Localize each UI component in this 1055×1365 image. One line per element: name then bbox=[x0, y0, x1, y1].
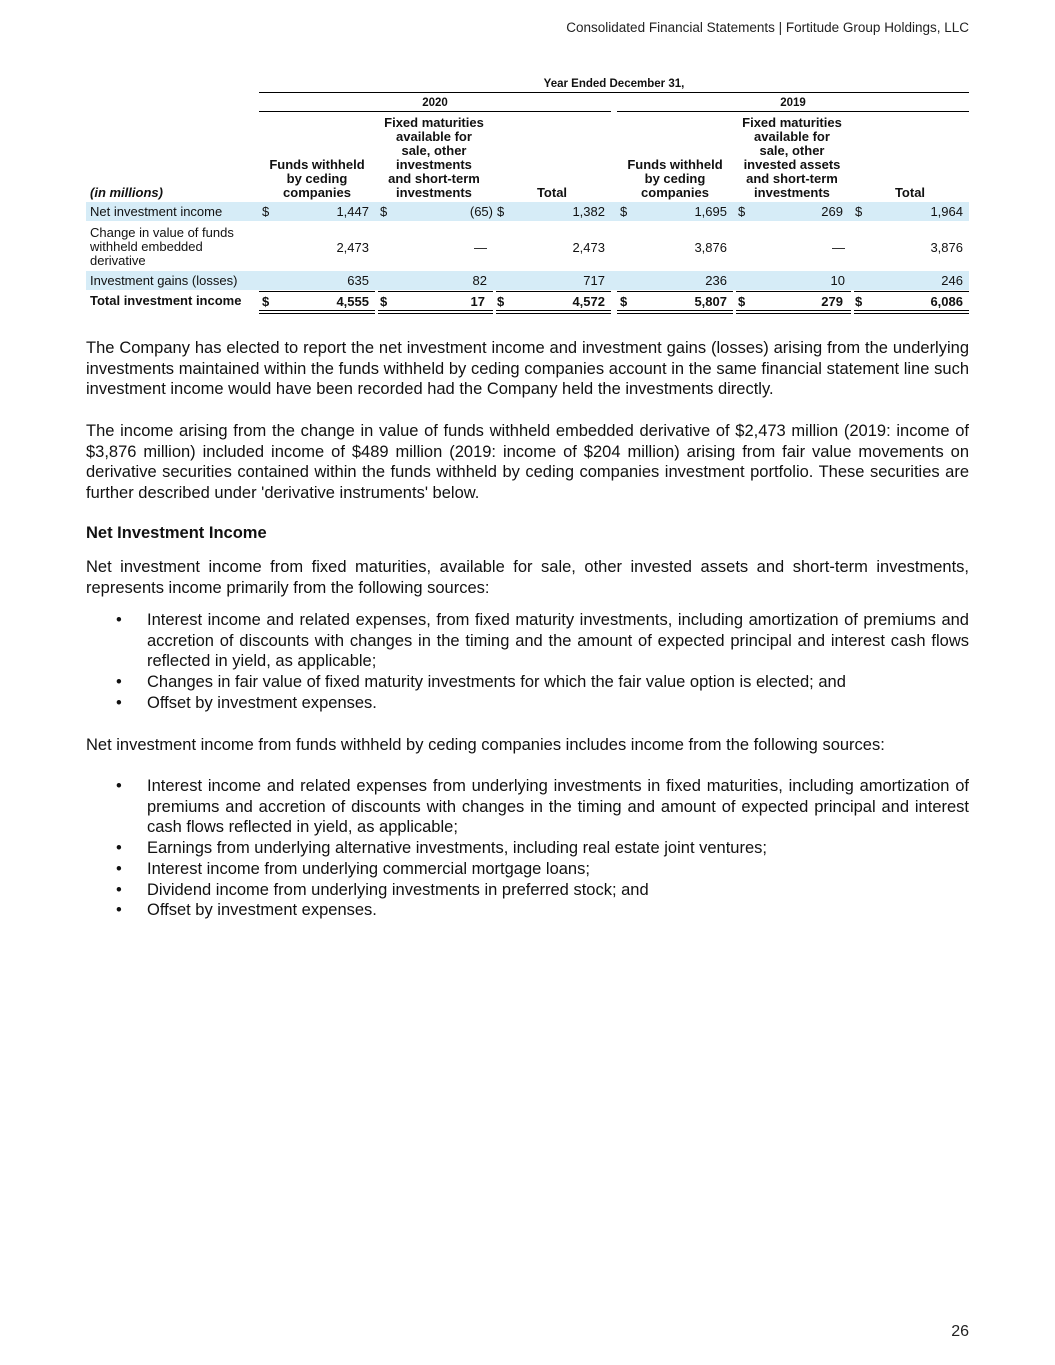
year-2019-heading: 2019 bbox=[617, 95, 969, 112]
currency-symbol: $ bbox=[497, 293, 505, 309]
list-item: • Dividend income from underlying investments in preferred stock; and bbox=[116, 880, 649, 899]
bullet-icon: • bbox=[116, 777, 122, 795]
currency-symbol: $ bbox=[620, 293, 628, 309]
cell-value: 3,876 bbox=[930, 239, 963, 255]
currency-symbol: $ bbox=[262, 293, 270, 309]
bullet-icon: • bbox=[116, 859, 122, 878]
cell-value: 1,695 bbox=[694, 204, 727, 219]
bullet-icon: • bbox=[116, 880, 122, 899]
cell-value: 279 bbox=[821, 293, 843, 309]
cell-value: — bbox=[832, 239, 845, 255]
stub-heading: (in millions) bbox=[90, 185, 163, 200]
row-label: Investment gains (losses) bbox=[90, 272, 238, 288]
list-item: • Interest income and related expenses, from fixed maturity investments, including amortization of premiums and accretion of discounts with changes in the timing and the amount of expected principal and interest cash flows reflected in yield, as applicable; bbox=[116, 611, 969, 671]
cell-value: — bbox=[474, 239, 487, 255]
year-2020-heading: 2020 bbox=[259, 95, 611, 112]
cell-value: 6,086 bbox=[930, 293, 963, 309]
currency-symbol: $ bbox=[855, 293, 863, 309]
row-label: Net investment income bbox=[90, 203, 223, 219]
total-double-rule bbox=[378, 310, 493, 314]
cell-value: (65) bbox=[469, 204, 493, 219]
cell-value: 5,807 bbox=[694, 293, 727, 309]
cell-value: 82 bbox=[472, 273, 487, 288]
cell-value: 1,964 bbox=[930, 204, 963, 219]
total-double-rule bbox=[736, 310, 851, 314]
list-item: • Interest income and related expenses from underlying investments in fixed maturities, including amortization of premiums and accretion of discounts with changes in the timing and amount of expected principal and interest cash flows reflected in yield, as applicable; bbox=[116, 777, 969, 837]
cell-value: 2,473 bbox=[572, 239, 605, 255]
bullet-list-fixed-maturities bbox=[86, 610, 969, 714]
bullet-icon: • bbox=[116, 839, 122, 858]
total-double-rule bbox=[854, 310, 969, 314]
cell-value: 10 bbox=[830, 273, 845, 288]
col-header-2019-fixed-maturities: Fixed maturities available for sale, other invested assets and short-term investments bbox=[742, 115, 842, 200]
currency-symbol: $ bbox=[262, 204, 270, 219]
currency-symbol: $ bbox=[620, 204, 628, 219]
col-header-2019-funds-withheld: Funds withheld by ceding companies bbox=[627, 157, 723, 200]
running-header: Consolidated Financial Statements | Fortitude Group Holdings, LLC bbox=[566, 20, 969, 35]
paragraph-embedded-derivative: The income arising from the change in value of funds withheld embedded derivative of $2,473 million (2019: income of $3,876 million) included income of $489 million (2019: income of $204 million) arising from fair value movements on derivative securities contained within the funds withheld by ceding companies investment portfolio. These securities are further described under 'derivative instruments' below. bbox=[86, 422, 969, 503]
bullet-icon: • bbox=[116, 673, 122, 692]
currency-symbol: $ bbox=[738, 293, 746, 309]
cell-value: 4,572 bbox=[572, 293, 605, 309]
currency-symbol: $ bbox=[380, 293, 388, 309]
cell-value: 635 bbox=[347, 273, 369, 288]
page-number: 26 bbox=[951, 1323, 969, 1340]
list-item: • Offset by investment expenses. bbox=[116, 901, 377, 920]
paragraph-nii-sources: Net investment income from fixed maturities, available for sale, other invested assets and short-term investments, represents income primarily from the following sources: bbox=[86, 558, 969, 597]
cell-value: 4,555 bbox=[336, 293, 369, 309]
paragraph-funds-withheld-sources: Net investment income from funds withheld by ceding companies includes income from the following sources: bbox=[86, 736, 885, 754]
row-label: Total investment income bbox=[90, 293, 242, 308]
cell-value: 1,382 bbox=[572, 204, 605, 219]
section-heading-net-investment-income: Net Investment Income bbox=[86, 524, 267, 542]
bullet-icon: • bbox=[116, 693, 122, 712]
cell-value: 3,876 bbox=[694, 239, 727, 255]
total-double-rule bbox=[259, 310, 375, 314]
total-double-rule bbox=[617, 310, 733, 314]
paragraph-reporting-election: The Company has elected to report the net investment income and investment gains (losses) arising from the underlying investments maintained within the funds withheld by ceding companies account in the same financial statement line such investment income would have been recorded had the Company held the investments directly. bbox=[86, 339, 969, 399]
cell-value: 246 bbox=[941, 273, 963, 288]
bullet-list-funds-withheld bbox=[86, 776, 969, 921]
col-header-2020-total: Total bbox=[536, 185, 568, 200]
list-item: • Earnings from underlying alternative investments, including real estate joint ventures; bbox=[116, 839, 767, 858]
list-item: • Interest income from underlying commercial mortgage loans; bbox=[116, 859, 590, 878]
bullet-icon: • bbox=[116, 901, 122, 920]
currency-symbol: $ bbox=[738, 204, 746, 219]
list-item: • Changes in fair value of fixed maturity investments for which the fair value option is elected; and bbox=[116, 673, 846, 692]
col-header-2020-fixed-maturities: Fixed maturities available for sale, other investments and short-term investments bbox=[384, 115, 484, 200]
cell-value: 717 bbox=[583, 273, 605, 288]
investment-income-table bbox=[86, 76, 969, 316]
cell-value: 236 bbox=[705, 273, 727, 288]
period-heading: Year Ended December 31, bbox=[259, 76, 969, 93]
currency-symbol: $ bbox=[855, 204, 863, 219]
col-header-2020-funds-withheld: Funds withheld by ceding companies bbox=[269, 157, 365, 200]
list-item: • Offset by investment expenses. bbox=[116, 693, 377, 712]
col-header-2019-total: Total bbox=[894, 185, 926, 200]
currency-symbol: $ bbox=[380, 204, 388, 219]
cell-value: 269 bbox=[821, 204, 843, 219]
currency-symbol: $ bbox=[497, 204, 505, 219]
cell-value: 17 bbox=[470, 293, 485, 309]
cell-value: 2,473 bbox=[336, 239, 369, 255]
total-double-rule bbox=[496, 310, 611, 314]
cell-value: 1,447 bbox=[336, 204, 369, 219]
row-label: Change in value of funds withheld embedded derivative bbox=[90, 225, 234, 268]
bullet-icon: • bbox=[116, 611, 122, 629]
